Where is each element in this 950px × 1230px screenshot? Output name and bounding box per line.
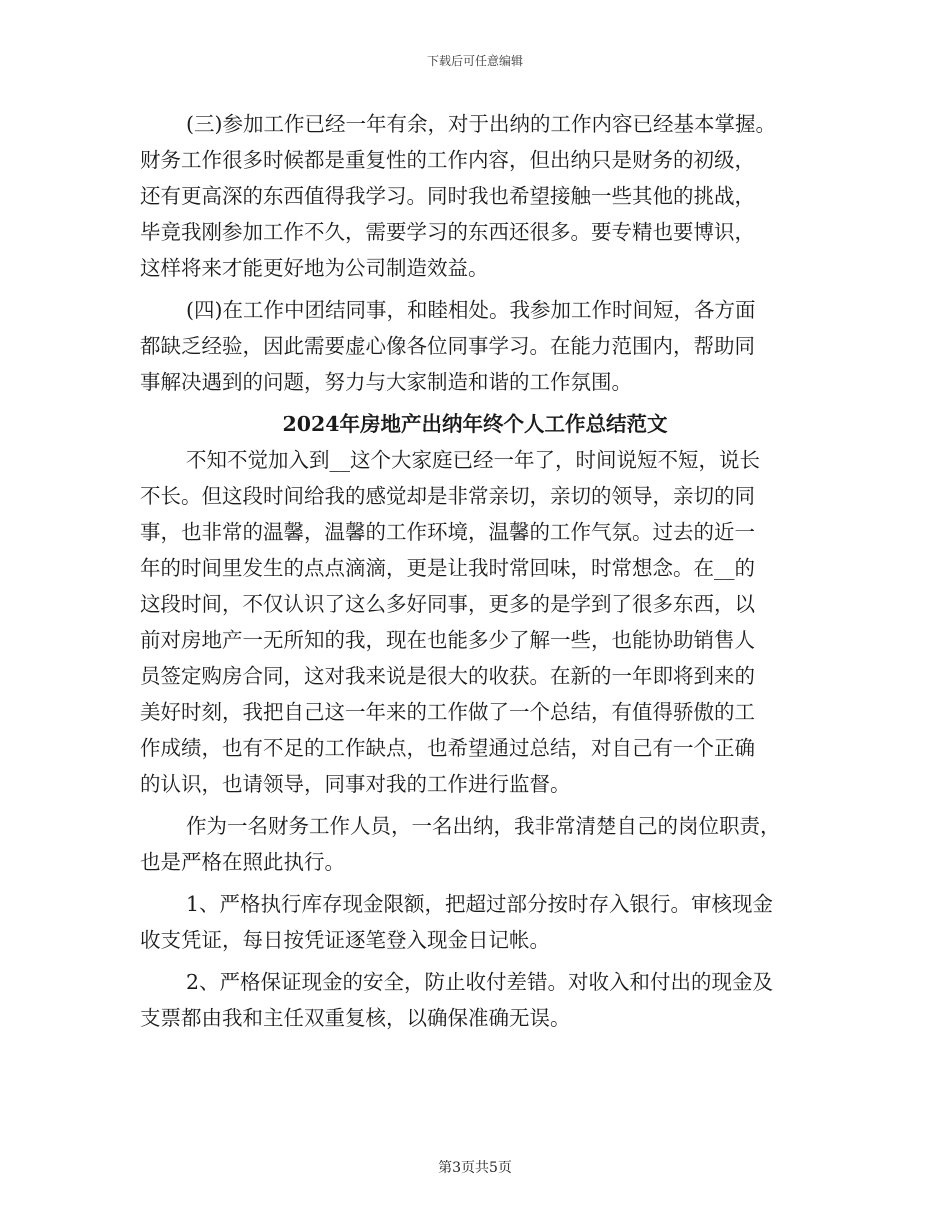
paragraph-line: 还有更高深的东西值得我学习。同时我也希望接触一些其他的挑战， (140, 184, 755, 208)
paragraph-line: 作成绩，也有不足的工作缺点，也希望通过总结，对自己有一个正确 (140, 736, 755, 760)
paragraph-line: 不知不觉加入到__这个大家庭已经一年了，时间说短不短，说长 (186, 448, 760, 472)
paragraph-line: 毕竟我刚参加工作不久，需要学习的东西还很多。要专精也要博识， (140, 220, 755, 244)
paragraph-line: (四)在工作中团结同事，和睦相处。我参加工作时间短，各方面 (186, 298, 756, 322)
paragraph-line: 收支凭证，每日按凭证逐笔登入现金日记帐。 (140, 928, 550, 952)
paragraph-line: 事解决遇到的问题，努力与大家制造和谐的工作氛围。 (140, 370, 632, 394)
paragraph-line: 员签定购房合同，这对我来说是很大的收获。在新的一年即将到来的 (140, 664, 755, 688)
paragraph-line: 2、严格保证现金的安全，防止收付差错。对收入和付出的现金及 (186, 970, 774, 994)
paragraph-line: 这样将来才能更好地为公司制造效益。 (140, 256, 489, 280)
page-header: 下载后可任意编辑 (426, 54, 523, 68)
document-title: 2024年房地产出纳年终个人工作总结范文 (282, 412, 668, 436)
paragraph-line: 美好时刻，我把自己这一年来的工作做了一个总结，有值得骄傲的工 (140, 700, 755, 724)
paragraph-line: 作为一名财务工作人员，一名出纳，我非常清楚自己的岗位职责， (186, 814, 781, 838)
paragraph-line: 都缺乏经验，因此需要虚心像各位同事学习。在能力范围内，帮助同 (140, 334, 755, 358)
paragraph-line: 1、严格执行库存现金限额，把超过部分按时存入银行。审核现金 (186, 892, 774, 916)
paragraph-line: 前对房地产一无所知的我，现在也能多少了解一些，也能协助销售人 (140, 628, 755, 652)
paragraph-line: 支票都由我和主任双重复核，以确保准确无误。 (140, 1006, 571, 1030)
paragraph-line: 这段时间，不仅认识了这么多好同事，更多的是学到了很多东西，以 (140, 592, 755, 616)
paragraph-line: (三)参加工作已经一年有余，对于出纳的工作内容已经基本掌握。 (186, 112, 776, 136)
paragraph-line: 的认识，也请领导，同事对我的工作进行监督。 (140, 772, 571, 796)
paragraph-line: 财务工作很多时候都是重复性的工作内容，但出纳只是财务的初级， (140, 148, 755, 172)
paragraph-line: 也是严格在照此执行。 (140, 850, 345, 874)
paragraph-line: 不长。但这段时间给我的感觉却是非常亲切，亲切的领导，亲切的同 (140, 484, 755, 508)
page-number: 第3页共5页 (438, 1160, 512, 1176)
paragraph-line: 年的时间里发生的点点滴滴，更是让我时常回味，时常想念。在__的 (140, 556, 755, 580)
paragraph-line: 事，也非常的温馨，温馨的工作环境，温馨的工作气氛。过去的近一 (140, 520, 755, 544)
